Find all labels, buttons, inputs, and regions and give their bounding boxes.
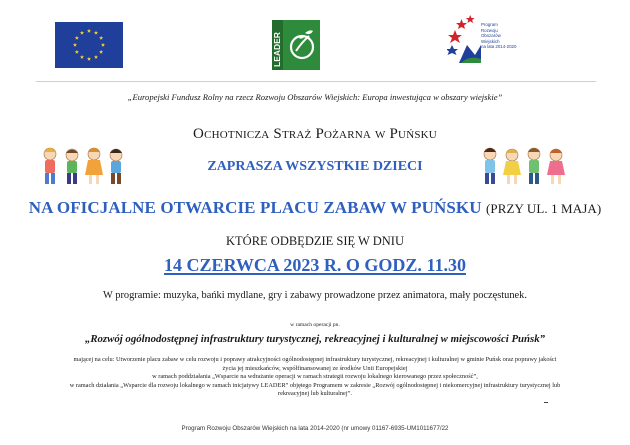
organizer-s: S — [273, 126, 282, 142]
leader-logo-icon — [272, 20, 320, 70]
organizer-unsku: uńsku — [398, 126, 437, 142]
leader-logo-text: LEADER — [272, 32, 282, 67]
invite-line: ZAPRASZA WSZYSTKIE DZIECI — [207, 159, 423, 174]
organizer-p2: P — [389, 126, 399, 142]
body-line: w ramach działania „Wsparcie dla rozwoju lokalnego w ramach inicjatywy LEADER” objętego Programem w zakresie „Rozwój ogólnodostępnej i niekomercyjnej infrastruktury turystycznej lub — [69, 381, 561, 389]
fund-motto: „Europejski Fundusz Rolny na rzecz Rozwoju Obszarów Wiejskich: Europa inwestująca w obszary wiejskie” — [127, 92, 503, 102]
organizer-traz: traż — [281, 126, 316, 142]
prow-line: na lata 2014-2020 — [481, 44, 517, 50]
when-intro: KTÓRE ODBĘDZIE SIĘ W DNIU — [226, 234, 404, 248]
prow-line: Wiejskich — [481, 38, 500, 44]
organizer-chotnicza: chotnicza — [204, 126, 274, 142]
prow-line: Program — [481, 22, 498, 27]
footer-line: Program Rozwoju Obszarów Wiejskich na lata 2014-2020 (nr umowy 01167-6935-UM1011677/22 — [181, 425, 449, 432]
body-line: życia jej mieszkańców, współfinansowanej ze środków Unii Europejskiej — [222, 364, 408, 372]
organizer-line — [0, 126, 630, 143]
organizer-ozarna: ożarna w — [323, 126, 390, 142]
operation-label: w ramach operacji pn. — [290, 322, 340, 328]
organizer-o: O — [193, 126, 205, 142]
prow-logo-text — [481, 22, 516, 50]
body-line: rekreacyjnej lub kulturalnej”. — [278, 390, 352, 398]
organizer-p: P — [315, 126, 324, 142]
scan-mark — [544, 402, 548, 403]
eu-flag-icon — [55, 22, 123, 68]
body-line: mającej na celu: Utworzenie placu zabaw w celu rozwoju i poprawy atrakcyjności ogólnodostępnej infrastruktury turystycznej, rekreacyjnej i kulturalnej w gminie Puńsk oraz poprawy jakości — [73, 356, 557, 363]
event-date — [0, 255, 630, 276]
body-line: w ramach poddziałania „Wsparcie na wdrażanie operacji w ramach strategii rozwoju lokalnego kierowanego przez społeczność”, — [152, 373, 478, 381]
body-text — [18, 356, 612, 399]
prow-line: Rozwoju — [481, 27, 498, 33]
operation-title: „Rozwój ogólnodostępnej infrastruktury turystycznej, rekreacyjnej i kulturalnej w miejscowości Puńsk” — [84, 333, 546, 345]
header-divider — [36, 81, 596, 82]
headline — [0, 198, 630, 218]
prow-line: Obszarów — [481, 33, 501, 39]
headline-main: NA OFICJALNE OTWARCIE PLACU ZABAW W PUŃSKU — [28, 198, 482, 217]
event-sep: R. O GODZ. — [319, 255, 427, 275]
event-day: 14 CZERWCA 2023 — [164, 255, 320, 275]
program-line: W programie: muzyka, bańki mydlane, gry i zabawy prowadzone przez animatora, mały poczęstunek. — [103, 290, 527, 301]
event-time: 11.30 — [426, 255, 466, 275]
headline-street: (PRZY UL. 1 MAJA) — [485, 201, 602, 216]
